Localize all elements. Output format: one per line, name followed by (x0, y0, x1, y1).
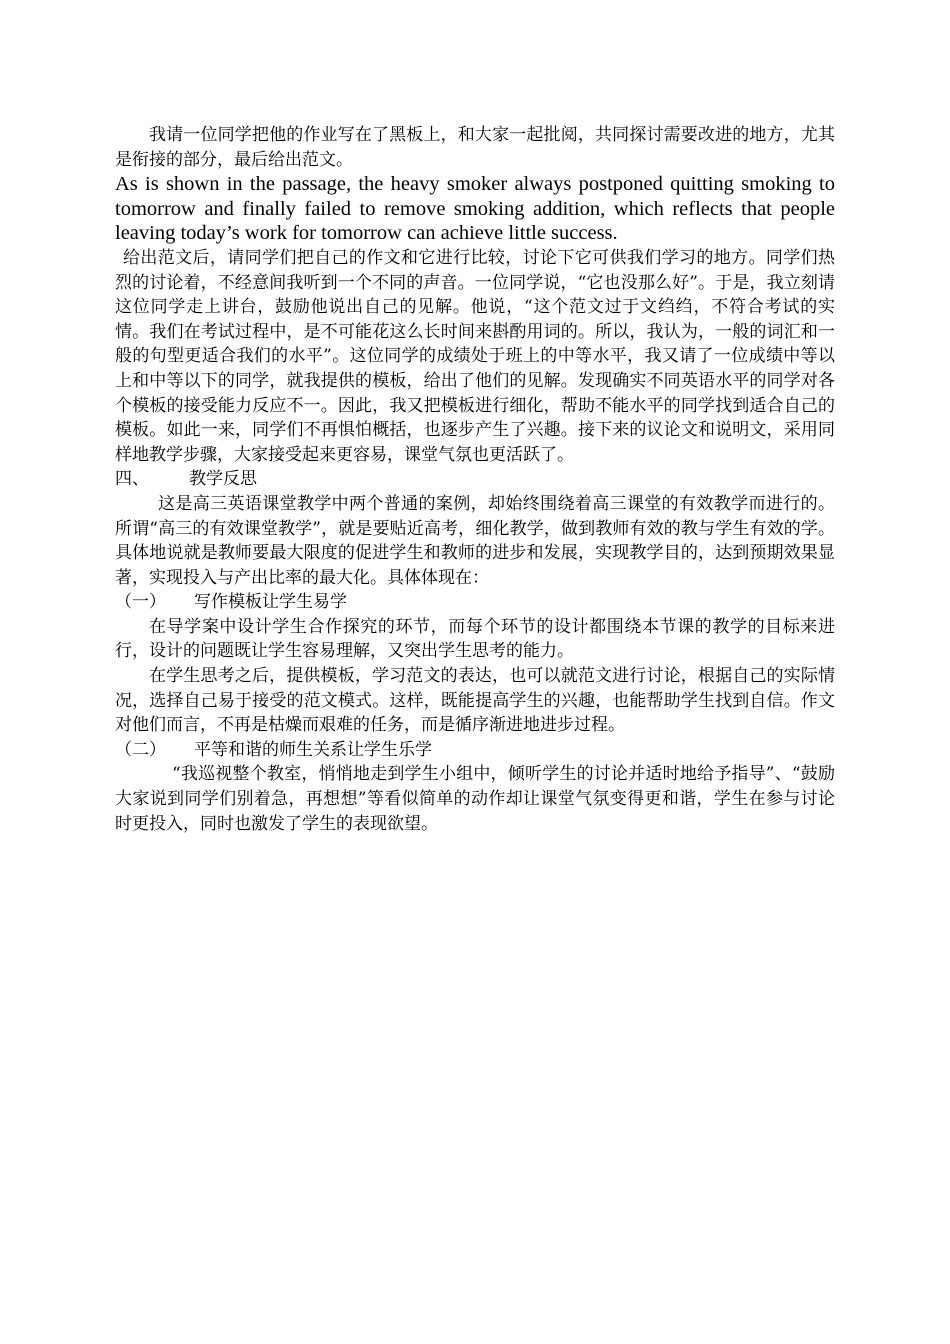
subsection-title: 写作模板让学生易学 (194, 592, 347, 613)
paragraph-blackboard: 我请一位同学把他的作业写在了黑板上，和大家一起批阅，共同探讨需要改进的地方，尤其是衔接的部分，最后给出范文。 (115, 125, 835, 170)
subsection-heading-templates (115, 590, 835, 615)
subsection-number: （二） (115, 739, 166, 760)
model-essay-english: As is shown in the passage, the heavy smoker always postponed quitting smoking to tomorrow and finally failed to remove smoking addition, which reflects that people leaving today’s work for tomorrow can achieve little success. (115, 173, 835, 245)
paragraph-classroom-atmosphere: “我巡视整个教室，悄悄地走到学生小组中，倾听学生的讨论并适时地给予指导”、“鼓励大家说到同学们别着急，再想想”等看似简单的动作却让课堂气氛变得更和谐，学生在参与讨论时更投入，同时也激发了学生的表现欲望。 (115, 764, 835, 834)
paragraph-guided-learning: 在导学案中设计学生合作探究的环节，而每个环节的设计都围绕本节课的教学的目标来进行，设计的问题既让学生容易理解，又突出学生思考的能力。 (115, 616, 835, 662)
subsection-heading-relationship (115, 738, 835, 763)
paragraph-model-essay-usage: 在学生思考之后，提供模板，学习范文的表达，也可以就范文进行讨论，根据自己的实际情况，选择自己易于接受的范文模式。这样，既能提高学生的兴趣，也能帮助学生找到自信。作文对他们而言，不再是枯燥而艰难的任务，而是循序渐进地进步过程。 (115, 666, 835, 736)
subsection-number: （一） (115, 592, 166, 613)
paragraph-comparison-discussion: 给出范文后，请同学们把自己的作文和它进行比较，讨论下它可供我们学习的地方。同学们热烈的讨论着，不经意间我听到一个不同的声音。一位同学说，“它也没那么好”。于是，我立刻请这位同学走上讲台，鼓励他说出自己的见解。他说，“这个范文过于文绉绉，不符合考试的实情。我们在考试过程中，是不可能花这么长时间来斟酌用词的。所以，我认为，一般的词汇和一般的句型更适合我们的水平”。这位同学的成绩处于班上的中等水平，我又请了一位成绩中等以上和中等以下的同学，就我提供的模板，给出了他们的见解。发现确实不同英语水平的同学对各个模板的接受能力反应不一。因此，我又把模板进行细化，帮助不能水平的同学找到适合自己的模板。如此一来，同学们不再惧怕概括，也逐步产生了兴趣。接下来的议论文和说明文，采用同样地教学步骤，大家接受起来更容易，课堂气氛也更活跃了。 (115, 247, 835, 465)
document-page (115, 123, 835, 836)
subsection-title: 平等和谐的师生关系让学生乐学 (194, 739, 432, 760)
section-title: 教学反思 (189, 469, 257, 490)
paragraph-reflection-intro: 这是高三英语课堂教学中两个普通的案例，却始终围绕着高三课堂的有效教学而进行的。所谓“高三的有效课堂教学”，就是要贴近高考，细化教学，做到教师有效的教与学生有效的学。具体地说就是教师要最大限度的促进学生和教师的进步和发展，实现教学目的，达到预期效果显著，实现投入与产出比率的最大化。具体体现在： (115, 493, 835, 588)
section-heading-reflection (115, 467, 835, 492)
section-number: 四、 (115, 469, 149, 490)
